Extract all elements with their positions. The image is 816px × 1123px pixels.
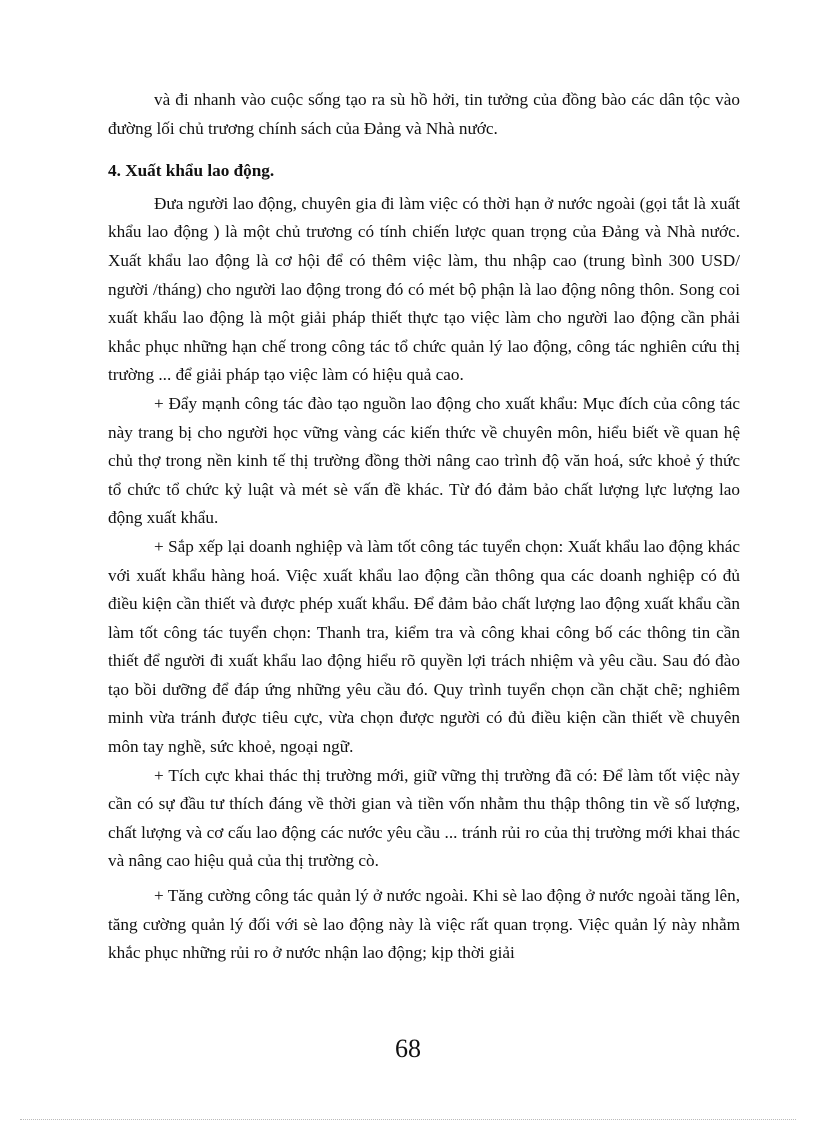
body-paragraph-training: + Đẩy mạnh công tác đào tạo nguồn lao động cho xuất khẩu: Mục đích của công tác này trang bị cho người học vững vàng các kiến thức về chuyên môn, hiểu biết về quan hệ chủ thợ trong nền kinh tế thị trường đồng thời nâng cao trình độ văn hoá, sức khoẻ ý thức tổ chức tổ chức kỷ luật và mét sè vấn đề khác. Từ đó đảm bảo chất lượng lực lượng lao động xuất khẩu. xyxy=(108,393,740,528)
body-paragraph-management: + Tăng cường công tác quản lý ở nước ngoài. Khi sè lao động ở nước ngoài tăng lên, tăng cường quản lý đối với sè lao động này là việc rất quan trọng. Việc quản lý này nhằm khắc phục những rủi ro ở nước nhận lao động; kịp thời giải xyxy=(108,886,740,963)
page-number: 68 xyxy=(395,1034,421,1063)
page-body xyxy=(108,86,740,968)
section-heading: 4. Xuất khẩu lao động. xyxy=(108,161,275,181)
page-bottom-divider xyxy=(20,1119,796,1120)
body-paragraph-intro: Đưa người lao động, chuyên gia đi làm việc có thời hạn ở nước ngoài (gọi tắt là xuất khẩu lao động ) là một chủ trương có tính chiến lược quan trọng của Đảng và Nhà nước. Xuất khẩu lao động là cơ hội để có thêm việc làm, thu nhập cao (trung bình 300 USD/ người /tháng) cho người lao động trong đó có mét bộ phận là lao động nông thôn. Song coi xuất khẩu lao động là một giải pháp thiết thực tạo việc làm cho người lao động cần phải khắc phục những hạn chế trong công tác tổ chức quản lý lao động, công tác nghiên cứu thị trường ... để giải pháp tạo việc làm có hiệu quả cao. xyxy=(108,193,740,385)
body-paragraph-selection: + Sắp xếp lại doanh nghiệp và làm tốt công tác tuyển chọn: Xuất khẩu lao động khác với xuất khẩu hàng hoá. Việc xuất khẩu lao động cần thông qua các doanh nghiệp có đủ điều kiện cần thiết và được phép xuất khẩu. Để đảm bảo chất lượng lao động xuất khẩu cần làm tốt công tác tuyển chọn: Thanh tra, kiểm tra và công khai công bố các thông tin cần thiết để người đi xuất khẩu lao động hiểu rõ quyền lợi trách nhiệm và yêu cầu. Sau đó đào tạo bồi dưỡng để đáp ứng những yêu cầu đó. Quy trình tuyển chọn cần chặt chẽ; nghiêm minh vừa tránh được tiêu cực, vừa chọn được người có đủ điều kiện cần thiết về chuyên môn tay nghề, sức khoẻ, ngoại ngữ. xyxy=(108,536,740,757)
continuation-paragraph: và đi nhanh vào cuộc sống tạo ra sù hồ hởi, tin tưởng của đồng bào các dân tộc vào đường lối chủ trương chính sách của Đảng và Nhà nước. xyxy=(108,90,740,138)
body-paragraph-markets: + Tích cực khai thác thị trường mới, giữ vững thị trường đã có: Để làm tốt việc này cần có sự đầu tư thích đáng về thời gian và tiền vốn nhằm thu thập thông tin về số lượng, chất lượng và cơ cấu lao động các nước yêu cầu ... tránh rủi ro của thị trường mới khai thác và nâng cao hiệu quả của thị trường cò. xyxy=(108,765,740,871)
